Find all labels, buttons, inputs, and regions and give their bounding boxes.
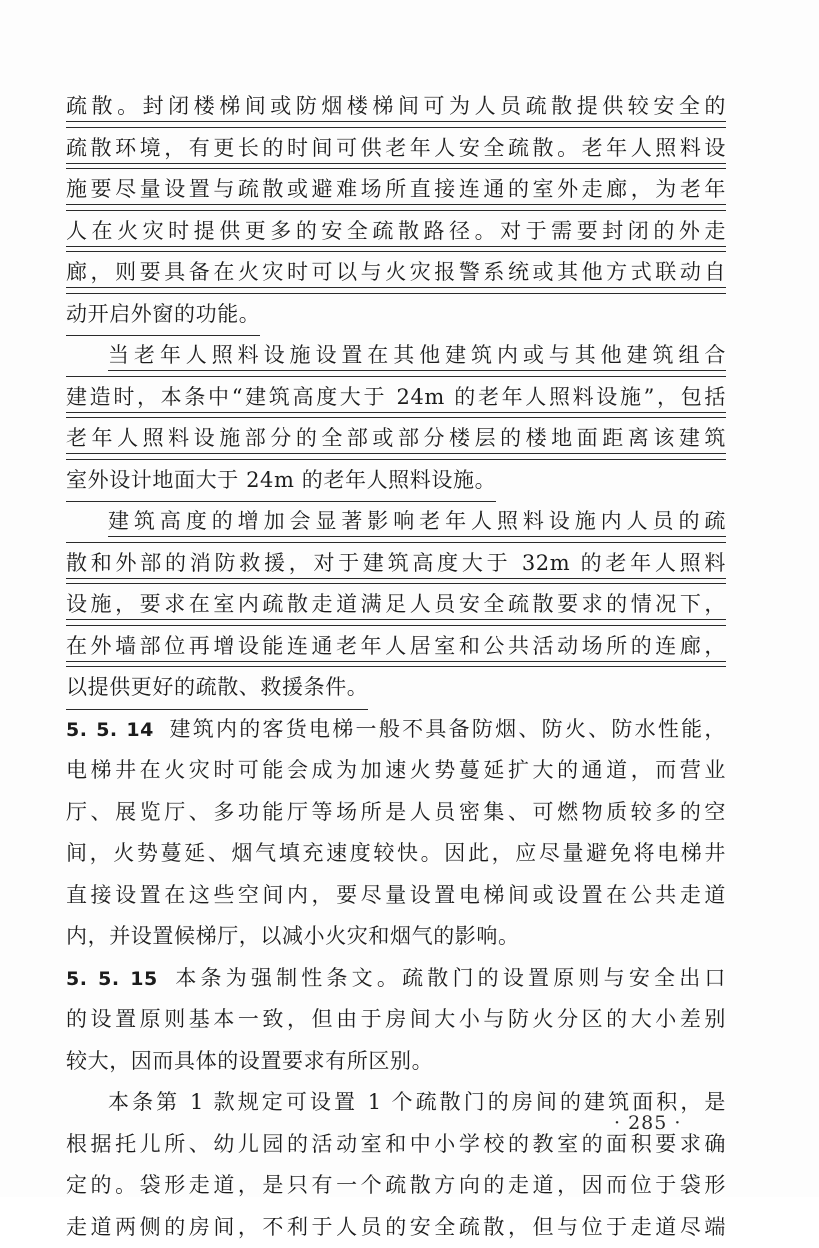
text-line: 内，并设置候梯厅，以减小火灾和烟气的影响。 — [66, 916, 726, 958]
text-line: 当老年人照料设施设置在其他建筑内或与其他建筑组合 — [66, 335, 726, 377]
text-line: 在外墙部位再增设能连通老年人居室和公共活动场所的连廊， — [66, 626, 726, 668]
text-line: 5. 5. 15 本条为强制性条文。疏散门的设置原则与安全出口 — [66, 958, 726, 1000]
text-line: 建筑高度的增加会显著影响老年人照料设施内人员的疏 — [66, 501, 726, 543]
text-line: 直接设置在这些空间内，要尽量设置电梯间或设置在公共走道 — [66, 875, 726, 917]
section-number: 5. 5. 15 — [66, 968, 158, 990]
text-line: 散和外部的消防救援，对于建筑高度大于 32m 的老年人照料 — [66, 543, 726, 585]
text-line: 疏散。封闭楼梯间或防烟楼梯间可为人员疏散提供较安全的 — [66, 86, 726, 128]
text-line: 室外设计地面大于 24m 的老年人照料设施。 — [66, 460, 726, 502]
text-line: 疏散环境，有更长的时间可供老年人安全疏散。老年人照料设 — [66, 128, 726, 170]
section-number: 5. 5. 14 — [66, 719, 154, 741]
text-line: 电梯井在火灾时可能会成为加速火势蔓延扩大的通道，而营业 — [66, 750, 726, 792]
text-line: 人在火灾时提供更多的安全疏散路径。对于需要封闭的外走 — [66, 211, 726, 253]
text-line: 设施，要求在室内疏散走道满足人员安全疏散要求的情况下， — [66, 584, 726, 626]
text-line: 间，火势蔓延、烟气填充速度较快。因此，应尽量避免将电梯井 — [66, 833, 726, 875]
text-line: 较大，因而具体的设置要求有所区别。 — [66, 1041, 726, 1083]
page-number: · 285 · — [614, 1112, 681, 1134]
text-line: 走道两侧的房间，不利于人员的安全疏散，但与位于走道尽端 — [66, 1207, 726, 1248]
text-line: 廊，则要具备在火灾时可以与火灾报警系统或其他方式联动自 — [66, 252, 726, 294]
text-line: 施要尽量设置与疏散或避难场所直接连通的室外走廊，为老年 — [66, 169, 726, 211]
body-text — [66, 86, 726, 1248]
text-line: 根据托儿所、幼儿园的活动室和中小学校的教室的面积要求确 — [66, 1124, 726, 1166]
text-line: 本条第 1 款规定可设置 1 个疏散门的房间的建筑面积，是 — [66, 1082, 726, 1124]
text-line: 5. 5. 14 建筑内的客货电梯一般不具备防烟、防火、防水性能， — [66, 709, 726, 751]
text-line: 厅、展览厅、多功能厅等场所是人员密集、可燃物质较多的空 — [66, 792, 726, 834]
text-line: 动开启外窗的功能。 — [66, 294, 726, 336]
text-line: 定的。袋形走道，是只有一个疏散方向的走道，因而位于袋形 — [66, 1165, 726, 1207]
text-line: 老年人照料设施部分的全部或部分楼层的楼地面距离该建筑 — [66, 418, 726, 460]
text-line: 建造时，本条中“建筑高度大于 24m 的老年人照料设施”，包括 — [66, 377, 726, 419]
text-line: 的设置原则基本一致，但由于房间大小与防火分区的大小差别 — [66, 999, 726, 1041]
text-line: 以提供更好的疏散、救援条件。 — [66, 667, 726, 709]
